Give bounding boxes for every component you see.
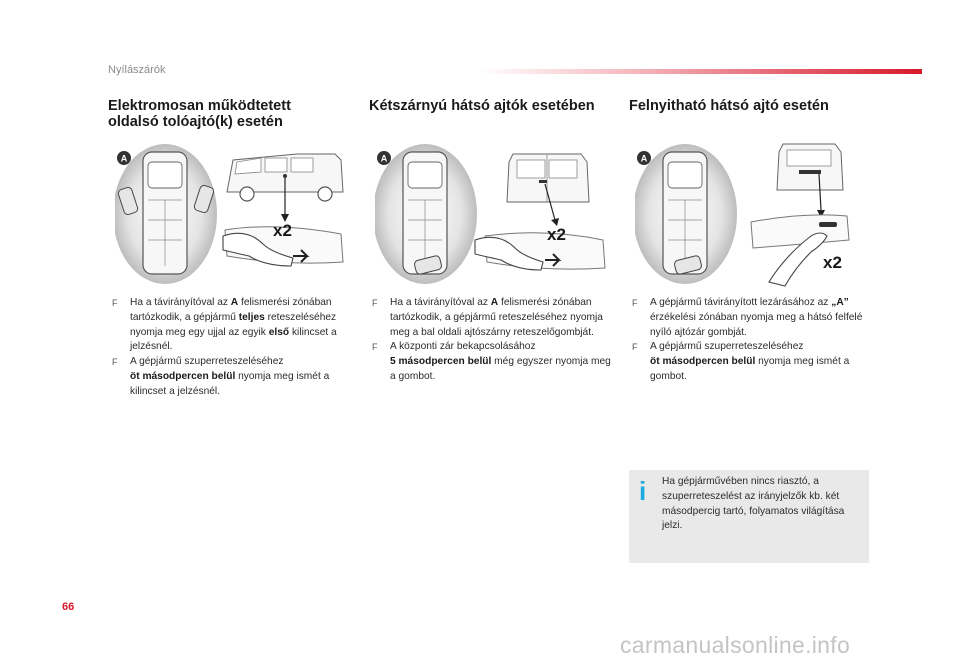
list-item: F A gépjármű szuperreteszeléséhez öt másodpercen belül nyomja meg ismét a kilincset a jelzésnél. bbox=[112, 356, 330, 397]
press-twice-label: x2 bbox=[823, 253, 842, 272]
info-box bbox=[629, 470, 869, 563]
svg-text:A: A bbox=[120, 153, 128, 164]
heading-sliding-door: Elektromosan működtetett oldalsó tolóajtó(k) esetén bbox=[108, 98, 291, 130]
instructions-sliding-door bbox=[112, 296, 352, 400]
section-label: Nyílászárók bbox=[108, 64, 166, 76]
tailgate-button bbox=[819, 222, 837, 227]
watermark: carmanualsonline.info bbox=[620, 632, 851, 658]
list-item: F Ha a távirányítóval az A felismerési zónában tartózkodik, a gépjármű reteszeléséhez nyomja meg a bal oldali ajtószárny reteszelőgombját. bbox=[372, 297, 603, 338]
tailgate-handle-closeup bbox=[751, 215, 849, 248]
heading-tailgate: Felnyitható hátsó ajtó esetén bbox=[629, 98, 829, 114]
illustration-twin-rear-doors bbox=[375, 140, 615, 290]
svg-text:A: A bbox=[380, 153, 388, 164]
page-number: 66 bbox=[62, 601, 75, 613]
list-item: F Ha a távirányítóval az A felismerési zónában tartózkodik, a gépjármű teljes reteszeléséhez nyomja meg egy ujjal az egyik első kilincset a jelzésnél. bbox=[112, 297, 337, 353]
column-tailgate bbox=[629, 98, 879, 134]
instructions-tailgate bbox=[632, 296, 872, 385]
info-text: Ha gépjárművében nincs riasztó, a szuperreteszelést az irányjelzők kb. két másodpercig tartó, folyamatos világítása jelzi. bbox=[662, 476, 845, 532]
illustration-sliding-door bbox=[115, 140, 355, 290]
press-twice-label: x2 bbox=[547, 225, 566, 244]
column-sliding-door bbox=[108, 98, 358, 134]
column-twin-rear-doors bbox=[369, 98, 619, 134]
header-rule bbox=[480, 69, 922, 74]
svg-text:A: A bbox=[640, 153, 648, 164]
heading-twin-rear-doors: Kétszárnyú hátsó ajtók esetében bbox=[369, 98, 595, 114]
list-item: F A gépjármű távirányított lezárásához az „A” érzékelési zónában nyomja meg a hátsó felfelé nyíló ajtózár gombját. bbox=[632, 297, 863, 338]
instructions-twin-rear-doors bbox=[372, 296, 612, 385]
list-item: F A központi zár bekapcsolásához 5 másodpercen belül még egyszer nyomja meg a gombot. bbox=[372, 341, 611, 382]
press-twice-label: x2 bbox=[273, 221, 292, 240]
van-rear-view bbox=[777, 144, 843, 190]
illustration-tailgate bbox=[635, 140, 875, 290]
list-item: F A gépjármű szuperreteszeléséhez öt másodpercen belül nyomja meg ismét a gombot. bbox=[632, 341, 850, 382]
info-icon: i bbox=[639, 476, 647, 506]
